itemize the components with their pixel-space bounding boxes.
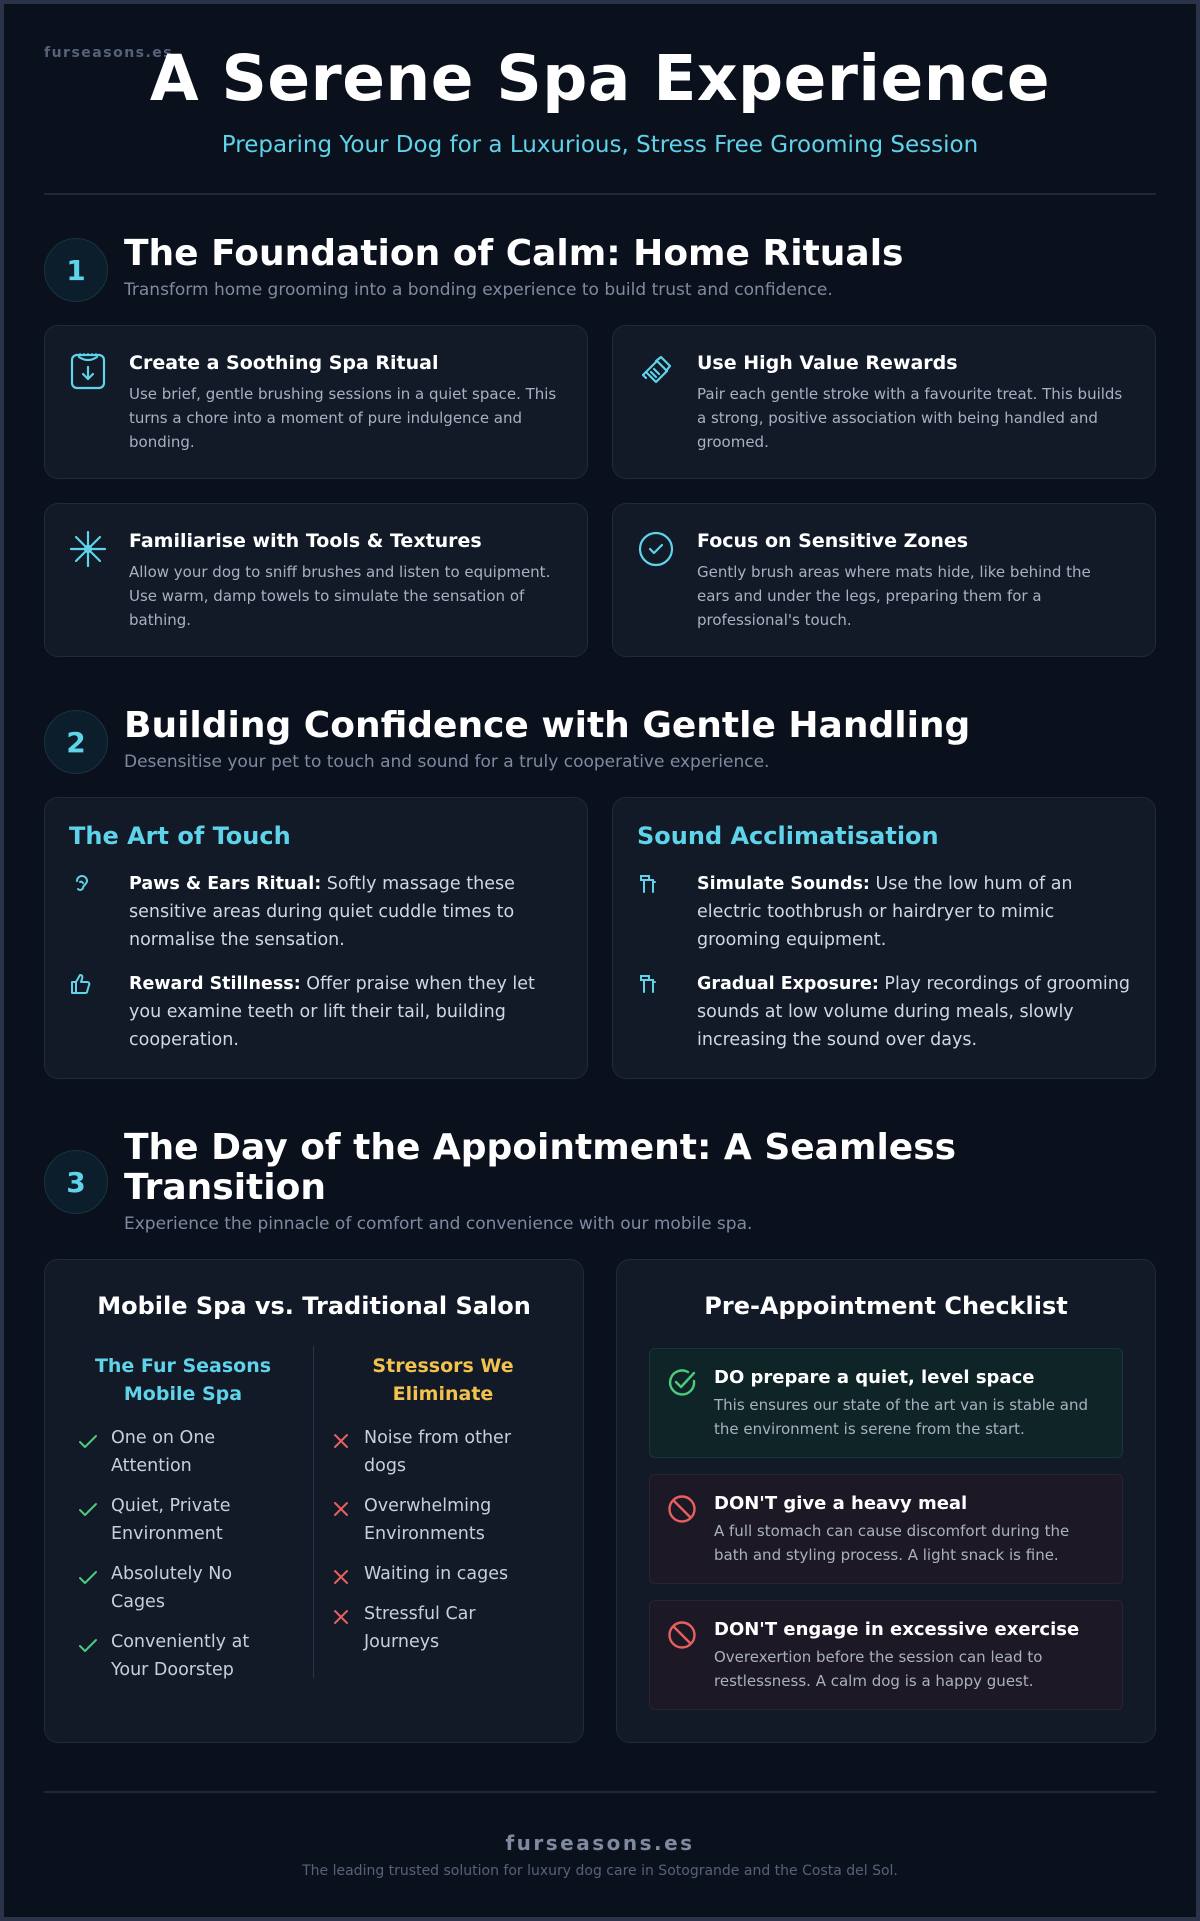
checklist-item-dont xyxy=(649,1600,1123,1710)
sound-item-simulate xyxy=(637,870,1133,954)
footer-brand: furseasons.es xyxy=(505,1831,695,1855)
checklist-item-title: DO prepare a quiet, level space xyxy=(714,1367,1035,1388)
reward-treat-icon xyxy=(637,352,675,390)
section-1-number-badge: 1 xyxy=(44,238,108,302)
touch-item-label: Paws & Ears Ritual: xyxy=(129,874,322,894)
stressors-heading: Stressors We Eliminate xyxy=(372,1355,514,1405)
tip-card-spa-ritual xyxy=(44,325,588,479)
hairdryer-icon xyxy=(637,972,661,996)
x-icon xyxy=(330,1498,352,1520)
ear-icon xyxy=(69,872,93,896)
checklist-item-do xyxy=(649,1348,1123,1458)
tip-title: Create a Soothing Spa Ritual xyxy=(129,352,439,374)
tip-title: Familiarise with Tools & Textures xyxy=(129,530,482,552)
comparison-card xyxy=(44,1259,584,1743)
section-2-subtitle: Desensitise your pet to touch and sound for a truly cooperative experience. xyxy=(124,752,770,772)
tip-text: Use brief, gentle brushing sessions in a quiet space. This turns a chore into a moment of pure indulgence and bonding. xyxy=(129,385,557,451)
header-divider xyxy=(44,193,1156,195)
mobile-spa-heading: The Fur Seasons Mobile Spa xyxy=(94,1355,272,1405)
touch-item-text: Softly massage these sensitive areas during quiet cuddle times to normalise the sensation. xyxy=(129,874,515,950)
sound-acclimatisation-heading: Sound Acclimatisation xyxy=(637,822,939,850)
page-subtitle: Preparing Your Dog for a Luxurious, Stress Free Grooming Session xyxy=(221,132,979,158)
footer-text: The leading trusted solution for luxury dog care in Sotogrande and the Costa del Sol. xyxy=(302,1863,898,1879)
hairdryer-icon xyxy=(637,872,661,896)
con-item xyxy=(330,1600,530,1656)
checklist-item-text: A full stomach can cause discomfort during the bath and styling process. A light snack is fine. xyxy=(714,1522,1070,1564)
tip-card-rewards xyxy=(612,325,1156,479)
pro-text: Absolutely No Cages xyxy=(111,1564,233,1612)
sound-item-text: Use the low hum of an electric toothbrush or hairdryer to mimic grooming equipment. xyxy=(697,874,1073,950)
check-circle-icon xyxy=(637,530,675,568)
prohibited-icon xyxy=(666,1619,698,1651)
check-icon xyxy=(77,1634,99,1656)
infographic-page xyxy=(4,4,1196,1917)
pro-text: Conveniently at Your Doorstep xyxy=(111,1632,250,1680)
site-tag: furseasons.es xyxy=(44,45,174,61)
art-of-touch-heading: The Art of Touch xyxy=(69,822,291,850)
tip-text: Pair each gentle stroke with a favourite treat. This builds a strong, positive association with being handled and groomed. xyxy=(697,385,1123,451)
section-3-number-badge: 3 xyxy=(44,1150,108,1214)
checklist-item-title: DON'T engage in excessive exercise xyxy=(714,1619,1080,1640)
page-title: A Serene Spa Experience xyxy=(149,42,1051,115)
con-item xyxy=(330,1492,530,1548)
sound-item-label: Simulate Sounds: xyxy=(697,874,870,894)
art-of-touch-card xyxy=(44,797,588,1079)
sound-item-text: Play recordings of grooming sounds at low volume during meals, slowly increasing the sound over days. xyxy=(697,974,1130,1050)
check-circle-icon xyxy=(666,1367,698,1399)
x-icon xyxy=(330,1430,352,1452)
section-1-title: The Foundation of Calm: Home Rituals xyxy=(124,233,904,274)
column-divider xyxy=(313,1346,314,1678)
tip-text: Allow your dog to sniff brushes and listen to equipment. Use warm, damp towels to simulate the sensation of bathing. xyxy=(129,563,551,629)
x-icon xyxy=(330,1566,352,1588)
touch-item-paws-ears xyxy=(69,870,565,954)
checklist-card xyxy=(616,1259,1156,1743)
check-icon xyxy=(77,1498,99,1520)
comparison-title: Mobile Spa vs. Traditional Salon xyxy=(97,1292,531,1320)
pro-item xyxy=(77,1492,277,1548)
thumbs-up-icon xyxy=(69,972,93,996)
tip-title: Use High Value Rewards xyxy=(697,352,958,374)
prohibited-icon xyxy=(666,1493,698,1525)
checklist-item-title: DON'T give a heavy meal xyxy=(714,1493,968,1514)
pro-item xyxy=(77,1628,277,1684)
check-icon xyxy=(77,1430,99,1452)
con-text: Noise from other dogs xyxy=(364,1428,512,1476)
pro-item xyxy=(77,1424,277,1480)
spa-ritual-icon xyxy=(69,352,107,390)
section-3-subtitle: Experience the pinnacle of comfort and convenience with our mobile spa. xyxy=(124,1214,753,1234)
con-text: Stressful Car Journeys xyxy=(364,1604,476,1652)
sound-item-label: Gradual Exposure: xyxy=(697,974,879,994)
con-text: Waiting in cages xyxy=(364,1564,509,1584)
sound-acclimatisation-card xyxy=(612,797,1156,1079)
footer-divider xyxy=(44,1791,1156,1793)
sparkle-icon xyxy=(69,530,107,568)
pro-text: Quiet, Private Environment xyxy=(111,1496,231,1544)
section-1-subtitle: Transform home grooming into a bonding experience to build trust and confidence. xyxy=(124,280,833,300)
x-icon xyxy=(330,1606,352,1628)
tip-text: Gently brush areas where mats hide, like behind the ears and under the legs, preparing them for a professional's touch. xyxy=(697,563,1091,629)
pro-text: One on One Attention xyxy=(111,1428,216,1476)
tip-card-sensitive-zones xyxy=(612,503,1156,657)
con-text: Overwhelming Environments xyxy=(364,1496,492,1544)
section-2-number-badge: 2 xyxy=(44,710,108,774)
tip-card-tools-textures xyxy=(44,503,588,657)
sound-item-gradual-exposure xyxy=(637,970,1133,1054)
checklist-item-dont xyxy=(649,1474,1123,1584)
section-3-title: The Day of the Appointment: A Seamless Transition xyxy=(124,1127,957,1208)
con-item xyxy=(330,1424,530,1480)
checklist-title: Pre-Appointment Checklist xyxy=(704,1292,1068,1320)
section-2-title: Building Confidence with Gentle Handling xyxy=(124,705,971,746)
touch-item-reward-stillness xyxy=(69,970,565,1054)
pro-item xyxy=(77,1560,277,1616)
tip-title: Focus on Sensitive Zones xyxy=(697,530,969,552)
check-icon xyxy=(77,1566,99,1588)
con-item xyxy=(330,1560,530,1588)
checklist-item-text: Overexertion before the session can lead to restlessness. A calm dog is a happy guest. xyxy=(714,1648,1043,1690)
touch-item-text: Offer praise when they let you examine teeth or lift their tail, building cooperation. xyxy=(129,974,535,1050)
touch-item-label: Reward Stillness: xyxy=(129,974,301,994)
checklist-item-text: This ensures our state of the art van is stable and the environment is serene from the start. xyxy=(714,1396,1089,1438)
